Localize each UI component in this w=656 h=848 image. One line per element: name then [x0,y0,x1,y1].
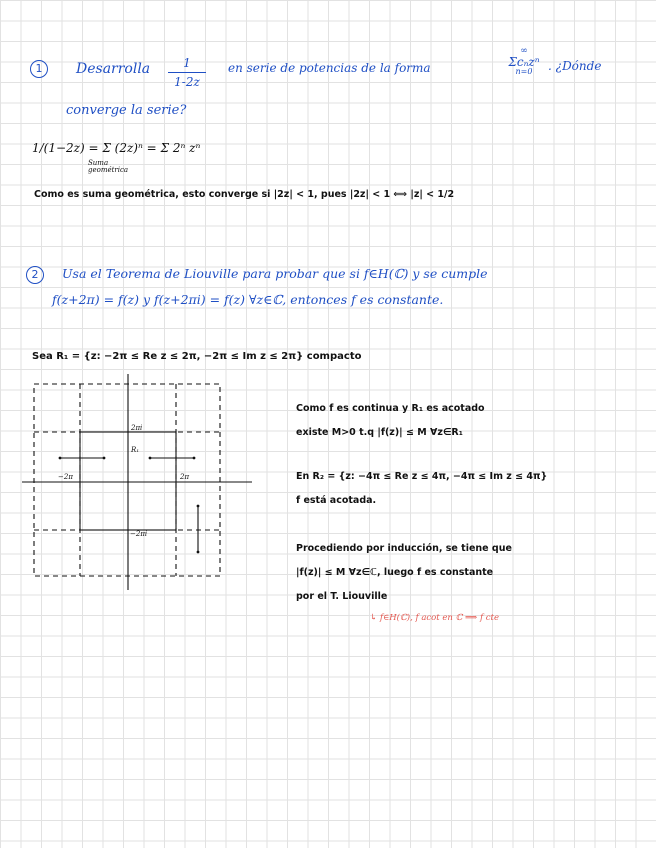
diagram-label-right: 2π [180,473,190,481]
ex1-sum-upper: ∞ [520,46,528,56]
ex1-text-before: Desarrolla [76,61,151,77]
para3-line2: |f(z)| ≤ M ∀z∈ℂ, luego f es constante [296,567,494,578]
ex1-work-note: Suma geométrica [88,159,129,174]
ex1-sum-body: Σcₙzⁿ [508,55,540,69]
ex1-work-line: 1/(1−2z) = Σ (2z)ⁿ = Σ 2ⁿ zⁿ [32,141,201,155]
para3-line3: por el T. Liouville [296,591,388,602]
ex1-text-middle: en serie de potencias de la forma [228,61,431,75]
ex1-fraction-denominator: 1-2z [174,75,200,89]
ex2-line1: Usa el Teorema de Liouville para probar que si f∈H(ℂ) y se cumple [62,266,488,281]
liouville-red-note: ↳ f∈H(ℂ), f acot en ℂ ⟹ f cte [370,613,500,623]
ex1-fraction-numerator: 1 [183,56,191,70]
para3-line1: Procediendo por inducción, se tiene que [296,543,512,554]
para1-line2: existe M>0 t.q |f(z)| ≤ M ∀z∈R₁ [296,427,463,438]
diagram-label-top: 2πi [131,424,143,432]
ex2-sea-line: Sea R₁ = {z: −2π ≤ Re z ≤ 2π, −2π ≤ Im z ≤ 2π} compacto [32,351,362,362]
para1-line1: Como f es continua y R₁ es acotado [296,403,485,414]
ex1-conclusion: Como es suma geométrica, esto converge si |2z| < 1, pues |2z| < 1 ⟺ |z| < 1/2 [34,189,455,200]
diagram-label-r1: R₁ [131,446,140,454]
ex1-line2: converge la serie? [66,103,187,118]
para2-line1: En R₂ = {z: −4π ≤ Re z ≤ 4π, −4π ≤ Im z ≤ 4π} [296,471,548,482]
para2-line2: f está acotada. [296,495,377,506]
exercise-2-number: 2 [26,266,44,284]
ex1-text-after: . ¿Dónde [548,59,602,73]
ex1-sum-lower: n=0 [515,67,533,76]
exercise-1-number: 1 [30,60,48,78]
ex2-line2: f(z+2π) = f(z) y f(z+2πi) = f(z) ∀z∈ℂ, entonces f es constante. [52,292,444,307]
diagram-label-left: −2π [58,473,73,481]
diagram-label-bottom: −2πi [130,530,148,538]
